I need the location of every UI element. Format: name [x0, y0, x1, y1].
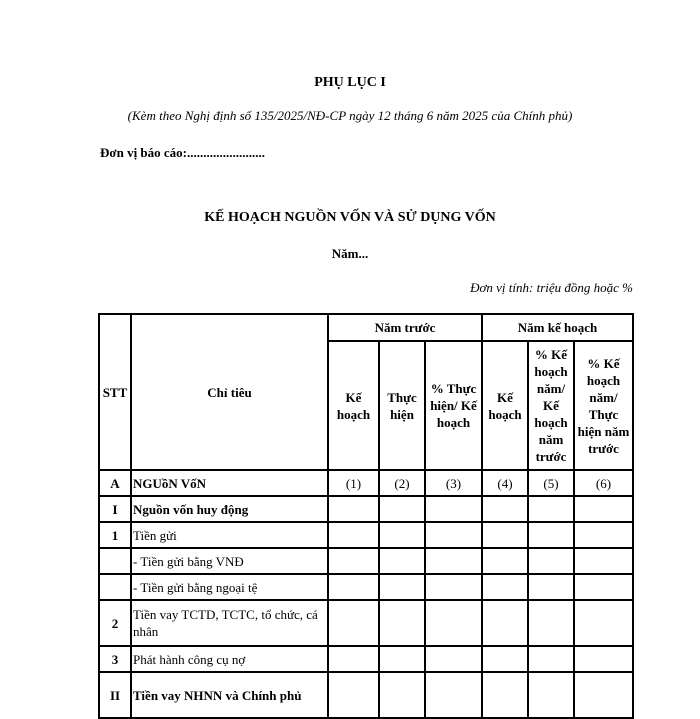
- header-pct-plan-prev-plan: % Kế hoạch năm/ Kế hoạch năm trước: [528, 341, 574, 470]
- table-cell: [425, 496, 482, 522]
- table-cell: [328, 600, 379, 646]
- col-number: (2): [379, 470, 425, 496]
- table-cell: [425, 646, 482, 672]
- row-stt: A: [99, 470, 131, 496]
- report-year: Năm...: [331, 246, 369, 261]
- table-cell: [528, 522, 574, 548]
- row-stt: 1: [99, 522, 131, 548]
- table-cell: [482, 646, 528, 672]
- table-cell: [528, 496, 574, 522]
- table-cell: [574, 496, 633, 522]
- table-cell: [328, 672, 379, 718]
- header-pct-plan-prev-actual: % Kế hoạch năm/ Thực hiện năm trước: [574, 341, 633, 470]
- row-stt: [99, 574, 131, 600]
- table-cell: [425, 600, 482, 646]
- table-cell: [528, 548, 574, 574]
- row-label: - Tiền gửi bằng VNĐ: [131, 548, 328, 574]
- table-cell: [528, 672, 574, 718]
- header-pct-actual-plan: % Thực hiện/ Kế hoạch: [425, 341, 482, 470]
- table-cell: [328, 574, 379, 600]
- col-number: (4): [482, 470, 528, 496]
- row-stt: [99, 548, 131, 574]
- table-cell: [328, 646, 379, 672]
- report-title: KẾ HOẠCH NGUỒN VỐN VÀ SỬ DỤNG VỐN: [204, 210, 496, 225]
- header-plan-2: Kế hoạch: [482, 341, 528, 470]
- table-cell: [425, 548, 482, 574]
- row-stt: 2: [99, 600, 131, 646]
- measurement-unit: Đơn vị tính: triệu đồng hoặc %: [470, 280, 633, 295]
- col-number: (3): [425, 470, 482, 496]
- table-cell: [379, 574, 425, 600]
- row-label: Nguồn vốn huy động: [131, 496, 328, 522]
- table-cell: [425, 574, 482, 600]
- table-cell: [482, 522, 528, 548]
- table-cell: [574, 646, 633, 672]
- table-cell: [425, 522, 482, 548]
- table-cell: [328, 496, 379, 522]
- table-cell: [482, 672, 528, 718]
- table-cell: [482, 496, 528, 522]
- row-label: NGUồN VốN: [131, 470, 328, 496]
- table-cell: [379, 548, 425, 574]
- table-cell: [528, 574, 574, 600]
- row-stt: II: [99, 672, 131, 718]
- table-cell: [379, 672, 425, 718]
- table-cell: [528, 600, 574, 646]
- table-cell: [379, 646, 425, 672]
- table-cell: [574, 672, 633, 718]
- col-number: (1): [328, 470, 379, 496]
- table-cell: [528, 646, 574, 672]
- table-cell: [574, 574, 633, 600]
- header-plan: Kế hoạch: [328, 341, 379, 470]
- reporting-unit: Đơn vị báo cáo:........................: [100, 145, 266, 160]
- table-cell: [379, 600, 425, 646]
- row-stt: 3: [99, 646, 131, 672]
- table-cell: [328, 548, 379, 574]
- row-label: - Tiền gửi bằng ngoại tệ: [131, 574, 328, 600]
- table-cell: [574, 548, 633, 574]
- table-cell: [482, 600, 528, 646]
- capital-plan-table: [98, 313, 634, 719]
- row-label: Phát hành công cụ nợ: [131, 646, 328, 672]
- col-number: (5): [528, 470, 574, 496]
- header-prev-year: Năm trước: [328, 314, 482, 341]
- header-stt: STT: [99, 314, 131, 470]
- table-cell: [379, 496, 425, 522]
- col-number: (6): [574, 470, 633, 496]
- table-cell: [574, 600, 633, 646]
- table-cell: [425, 672, 482, 718]
- appendix-title: PHỤ LỤC I: [314, 75, 386, 90]
- table-cell: [482, 574, 528, 600]
- row-label: Tiền vay TCTD, TCTC, tổ chức, cá nhân: [131, 600, 328, 646]
- table-cell: [482, 548, 528, 574]
- row-label: Tiền gửi: [131, 522, 328, 548]
- header-actual: Thực hiện: [379, 341, 425, 470]
- row-stt: I: [99, 496, 131, 522]
- header-indicator: Chỉ tiêu: [131, 314, 328, 470]
- table-cell: [379, 522, 425, 548]
- table-cell: [574, 522, 633, 548]
- header-plan-year: Năm kế hoạch: [482, 314, 633, 341]
- row-label: Tiền vay NHNN và Chính phủ: [131, 672, 328, 718]
- decree-reference: (Kèm theo Nghị định số 135/2025/NĐ-CP ngày 12 tháng 6 năm 2025 của Chính phủ): [127, 108, 573, 123]
- table-cell: [328, 522, 379, 548]
